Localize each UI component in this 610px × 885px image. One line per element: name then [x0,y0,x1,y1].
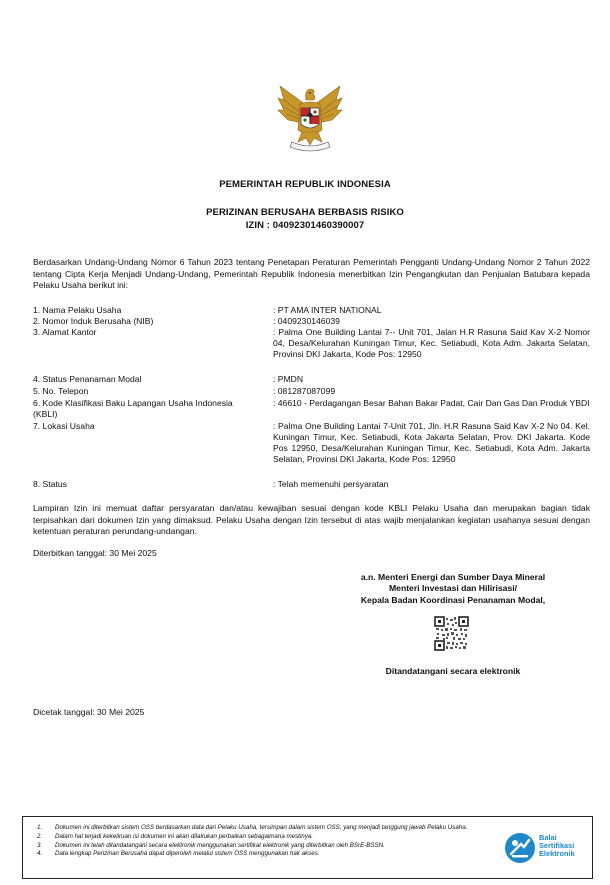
license-number: IZIN : 04092301460390007 [245,220,365,231]
bsre-text-line-3: Elektronik [539,849,575,858]
field-label: 2. Nomor Induk Berusaha (NIB) [33,316,154,326]
footer-notes-list [37,824,507,859]
footer-note-number: 1. [37,824,43,831]
footer-note [37,842,507,851]
field-value: : 081287087099 [273,386,336,396]
footer-note-number: 3. [37,841,43,849]
printed-date: Dicetak tanggal: 30 Mei 2025 [33,707,145,717]
field-label: 6. Kode Klasifikasi Baku Lapangan Usaha Indonesia (KBLI) [33,398,233,419]
bsre-logo-text [539,834,575,858]
signature-line-3: Kepala Badan Koordinasi Penanaman Modal, [360,594,546,605]
intro-paragraph: Berdasarkan Undang-Undang Nomor 6 Tahun 2023 tentang Penetapan Peraturan Pemerintah Pengganti Undang-Undang Nomor 2 Tahun 2022 tentang Cipta Kerja Menjadi Undang-Undang, Pemerintah Republik Indonesia menerbitkan Izin Pengangkutan dan Penjualan Batubara kepada Pelaku Usaha berikut ini: [33,257,590,291]
government-title: PEMERINTAH REPUBLIK INDONESIA [219,179,391,190]
field-label: 1. Nama Pelaku Usaha [33,305,122,315]
footer-note-number: 2. [37,832,43,840]
bsre-text-line-1: Balai [539,833,557,842]
footer-note [37,850,507,859]
footer-note [37,824,507,833]
footer-note-text: Dokumen ini telah ditandatangani secara elektronik menggunakan sertifikat elektronik yang diterbitkan oleh BSrE-BSSN. [55,841,385,849]
signature-line-2: Menteri Investasi dan Hilirisasi/ [389,583,517,594]
electronic-signature-note: Ditandatangani secara elektronik [385,666,521,676]
issued-date: Diterbitkan tanggal: 30 Mei 2025 [33,548,157,558]
footer-note-text: Dokumen ini diterbitkan sistem OSS berdasarkan data dari Pelaku Usaha, tersimpan dalam sistem OSS, yang menjadi tanggung jawab Pelaku Usaha. [55,824,468,831]
qr-code-icon [434,616,469,651]
garuda-emblem-icon [270,78,350,158]
footer-note-text: Dalam hal terjadi kekeliruan isi dokumen ini akan dilakukan perbaikan sebagaimana mestinya. [55,832,313,840]
field-value: : 0409230146039 [273,316,340,326]
field-label: 7. Lokasi Usaha [33,421,95,431]
field-label: 8. Status [33,479,67,489]
footer-notes-box [22,816,593,879]
field-value: : PMDN [273,374,304,384]
field-value: : Palma One Building Lantai 7-- Unit 701, Jalan H.R Rasuna Said Kav X-2 Nomor 04, Desa/Kelurahan Kuningan Timur, Kec. Setiabudi, Kota Adm. Jakarta Selatan, Provinsi DKI Jakarta, Kode Pos: 12950 [273,327,590,359]
field-value: : PT AMA INTER NATIONAL [273,305,382,315]
footer-note [37,833,507,842]
signature-line-1: a.n. Menteri Energi dan Sumber Daya Mineral [360,572,546,582]
signature-block [330,572,576,606]
document-subtitle: PERIZINAN BERUSAHA BERBASIS RISIKO [206,207,404,218]
attachment-note-paragraph: Lampiran Izin ini memuat daftar persyaratan dan/atau kewajiban sesuai dengan kode KBLI Pelaku Usaha dan merupakan bagian tidak terpisahkan dari dokumen Izin yang dimaksud. Pelaku Usaha dengan Izin tersebut di atas wajib menjalankan kegiatan usahanya sesuai dengan ketentuan peraturan perundang-undangan. [33,503,590,537]
field-value: : 46610 - Perdagangan Besar Bahan Bakar Padat, Cair Dan Gas Dan Produk YBDI [273,398,590,408]
field-value: : Palma One Building Lantai 7-Unit 701, Jln. H.R Rasuna Said Kav X-2 No 04. Kel. Kuningan Timur, Kec. Setiabudi, Kota Jakarta Selatan, Prov. DKI Jakarta. Kode Pos 12950, Desa/Kelurahan Kuningan Timur, Kec. Setiabudi, Kota Adm. Jakarta Selatan, Provinsi DKI Jakarta, Kode Pos: 12950 [273,421,590,464]
field-value: : Telah memenuhi persyaratan [273,479,389,489]
field-label: 4. Status Penanaman Modal [33,374,142,384]
bsre-logo [503,831,588,867]
field-label: 3. Alamat Kantor [33,327,97,337]
bsre-logo-icon [503,831,537,865]
footer-note-number: 4. [37,850,43,858]
field-label: 5. No. Telepon [33,386,89,396]
footer-note-text: Data lengkap Perizinan Berusaha dapat diperoleh melalui sistem OSS menggunakan hak akses. [55,850,320,858]
bsre-text-line-2: Sertifikasi [539,841,575,850]
